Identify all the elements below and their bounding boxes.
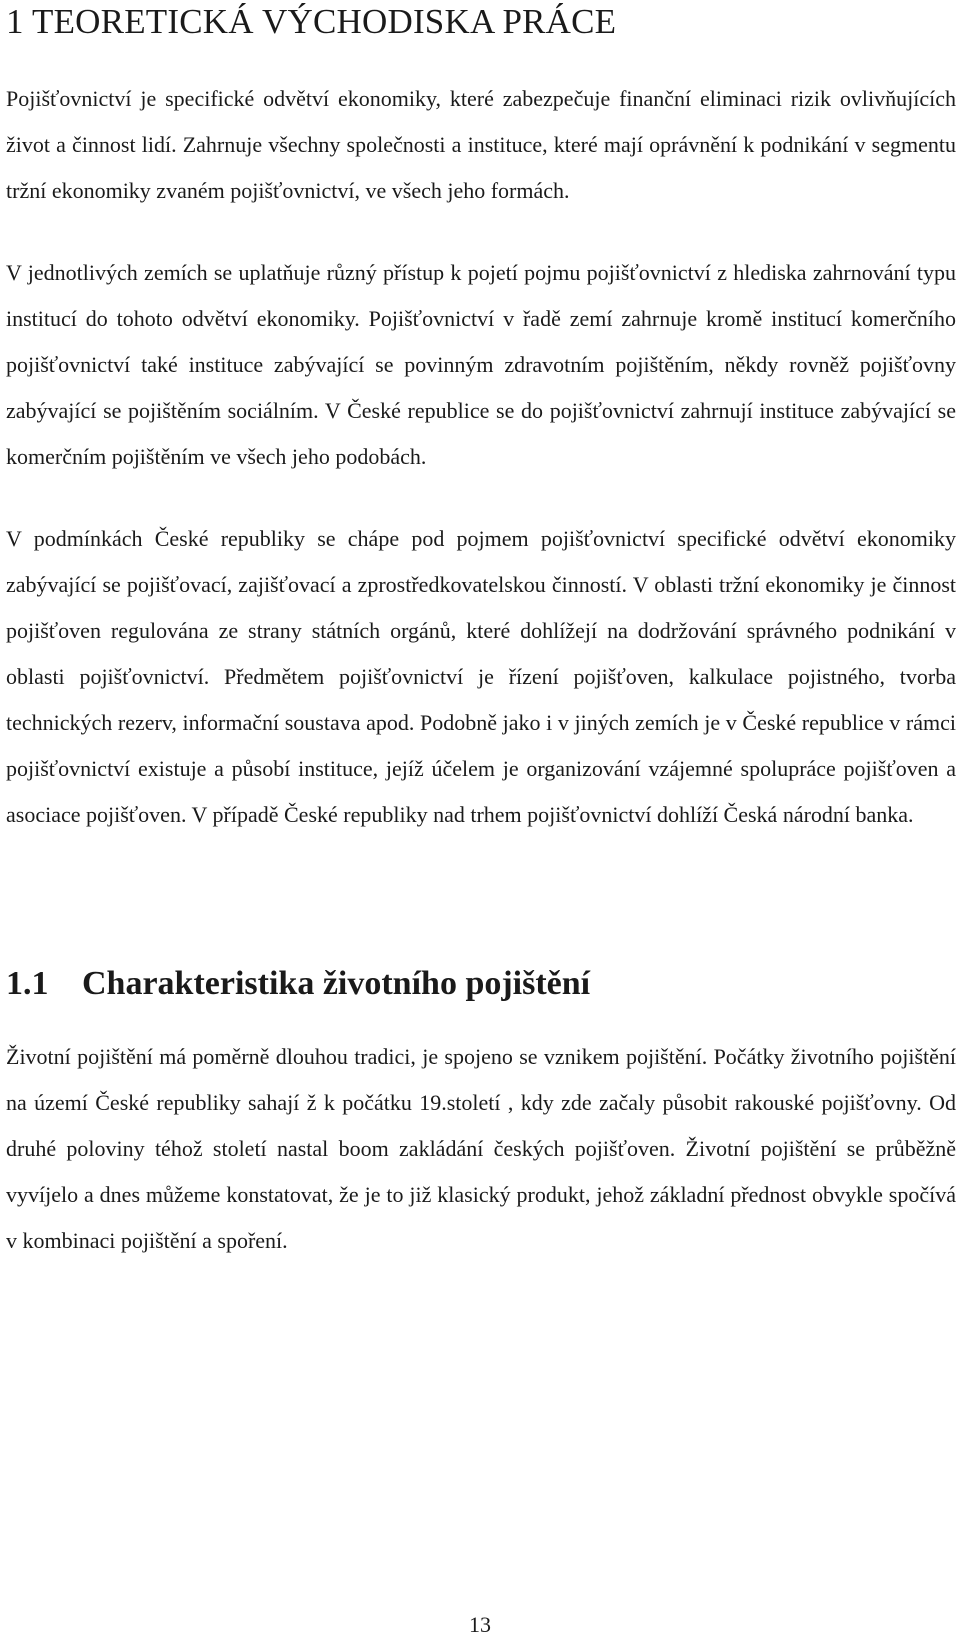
paragraph-life-insurance-history: Životní pojištění má poměrně dlouhou tradici, je spojeno se vznikem pojištění. Počátky životního pojištění na území České republiky sahají ž k počátku 19.století , kdy zde začaly působit rakouské pojišťovny. Od druhé poloviny téhož století nastal boom zakládání českých pojišťoven. Životní pojištění se průběžně vyvíjelo a dnes můžeme konstatovat, že je to již klasický produkt, jehož základní přednost obvykle spočívá v kombinaci pojištění a spoření. — [6, 1044, 956, 1253]
section-title: Charakteristika životního pojištění — [82, 965, 591, 1002]
paragraph-insurance-definition: Pojišťovnictví je specifické odvětví ekonomiky, které zabezpečuje finanční eliminaci rizik ovlivňujících život a činnost lidí. Zahrnuje všechny společnosti a instituce, které mají oprávnění k podnikání v segmentu tržní ekonomiky zvaném pojišťovnictví, ve všech jeho formách. — [6, 86, 956, 203]
paragraph-czech-conditions: V podmínkách České republiky se chápe pod pojmem pojišťovnictví specifické odvětví ekonomiky zabývající se pojišťovací, zajišťovací a zprostředkovatelskou činností. V oblasti tržní ekonomiky je činnost pojišťoven regulována ze strany státních orgánů, které dohlížejí na dodržování správného podnikání v oblasti pojišťovnictví. Předmětem pojišťovnictví je řízení pojišťoven, kalkulace pojistného, tvorba technických rezerv, informační soustava apod. Podobně jako i v jiných zemích je v České republice v rámci pojišťovnictví existuje a působí instituce, jejíž účelem je organizování vzájemné spolupráce pojišťoven a asociace pojišťoven. V případě České republiky nad trhem pojišťovnictví dohlíží Česká národní banka. — [6, 526, 956, 827]
chapter-heading: 1 TEORETICKÁ VÝCHODISKA PRÁCE — [6, 2, 617, 41]
section-heading — [6, 964, 956, 1004]
document-page — [6, 0, 956, 1264]
page-number: 13 — [469, 1612, 491, 1637]
paragraph-country-approaches: V jednotlivých zemích se uplatňuje různý přístup k pojetí pojmu pojišťovnictví z hlediska zahrnování typu institucí do tohoto odvětví ekonomiky. Pojišťovnictví v řadě zemí zahrnuje kromě institucí komerčního pojišťovnictví také instituce zabývající se povinným zdravotním pojištěním, někdy rovněž pojišťovny zabývající se pojištěním sociálním. V České republice se do pojišťovnictví zahrnují instituce zabývající se komerčním pojištěním ve všech jeho podobách. — [6, 260, 956, 469]
section-number: 1.1 — [6, 965, 49, 1002]
